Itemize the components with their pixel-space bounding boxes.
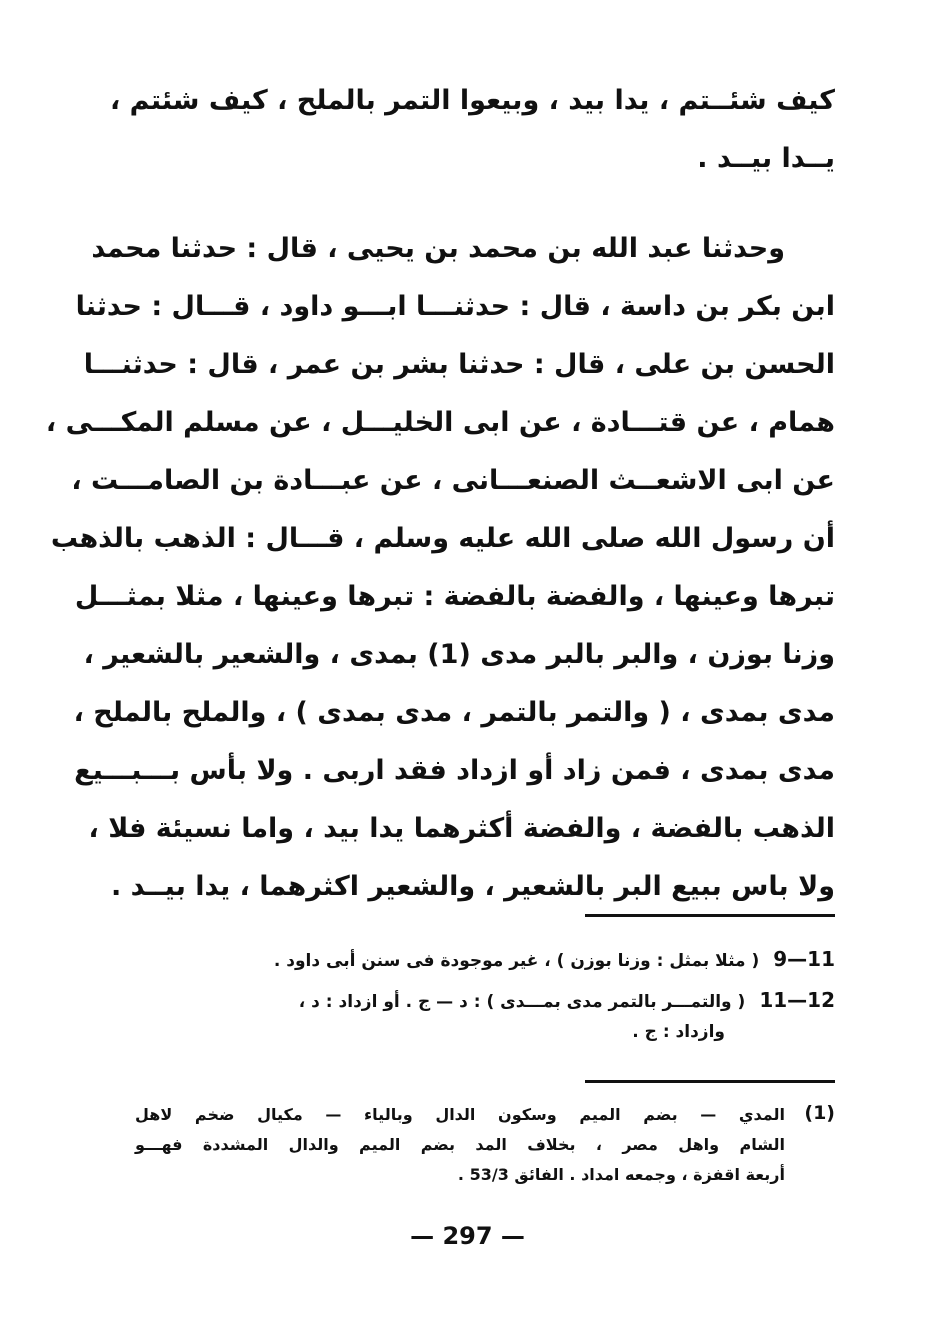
text-line: ابن بكر بن داسة ، قال : حدثنـــا ابـــو داود ، قـــال : حدثنا [75,291,835,322]
variants-divider [585,914,835,917]
text-line: كيف شئــتم ، يدا بيد ، وبيعوا التمر بالملح ، كيف شئتم ، [110,85,835,116]
footnote-divider [585,1080,835,1083]
footnote-line: الشام واهل مصر ، بخلاف المد بضم الميم والدال المشددة فهـــو [135,1135,785,1154]
text-line: يــدا بيــد . [697,143,835,174]
paragraph-2 [45,220,835,916]
variant-note-2 [299,988,835,1012]
variant-text: ( والتمـــر بالتمر مدى بمـــدى ) : د — ج . أو ازداد : د ، [298,992,746,1012]
variant-note-2-continued: وازداد : ج . [632,1022,725,1042]
text-line: مدى بمدى ، ( والتمر بالتمر ، مدى بمدى ) ، والملح بالملح ، [73,697,835,728]
footnote-text [135,1100,785,1190]
page-number: — 297 — [410,1222,525,1250]
text-line: ولا باس ببيع البر بالشعير ، والشعير اكثرهما ، يدا بيــد . [110,871,835,902]
text-line: وحدثنا عبد الله بن محمد بن يحيى ، قال : حدثنا محمد [91,233,785,264]
text-line: عن ابى الاشعــث الصنعـــانى ، عن عبـــادة بن الصامـــت ، [71,465,835,496]
text-line: الحسن بن على ، قال : حدثنا بشر بن عمر ، قال : حدثنـــا [83,349,835,380]
text-line: الذهب بالفضة ، والفضة أكثرهما يدا بيد ، واما نسيئة فلا ، [88,813,835,844]
variant-ref: 9—11 [773,947,835,971]
variant-ref: 11—12 [759,988,835,1012]
text-line: مدى بمدى ، فمن زاد أو ازداد فقد اربى . ولا بأس بـــبـــيع [74,755,835,786]
footnote-line: أربعة اقفزة ، وجمعه امداد . الفائق 53/3 . [457,1165,785,1184]
text-line: أن رسول الله صلى الله عليه وسلم ، قـــال : الذهب بالذهب [50,523,835,554]
variant-note-1 [274,947,835,971]
variant-text: ( مثلا بمثل : وزنا بوزن ) ، غير موجودة فى سنن أبى داود . [273,951,760,971]
footnote-line: المدي — بضم الميم وسكون الدال وبالياء — مكيال ضخم لاهل [135,1105,785,1124]
text-line: وزنا بوزن ، والبر بالبر مدى (1) بمدى ، والشعير بالشعير ، [83,639,835,670]
text-line: تبرها وعينها ، والفضة بالفضة : تبرها وعينها ، مثلا بمثـــل [74,581,835,612]
text-line: همام ، عن قتـــادة ، عن ابى الخليـــل ، عن مسلم المكـــى ، [45,407,835,438]
footnote-ref: (1) [804,1102,835,1124]
paragraph-1 [110,72,835,188]
